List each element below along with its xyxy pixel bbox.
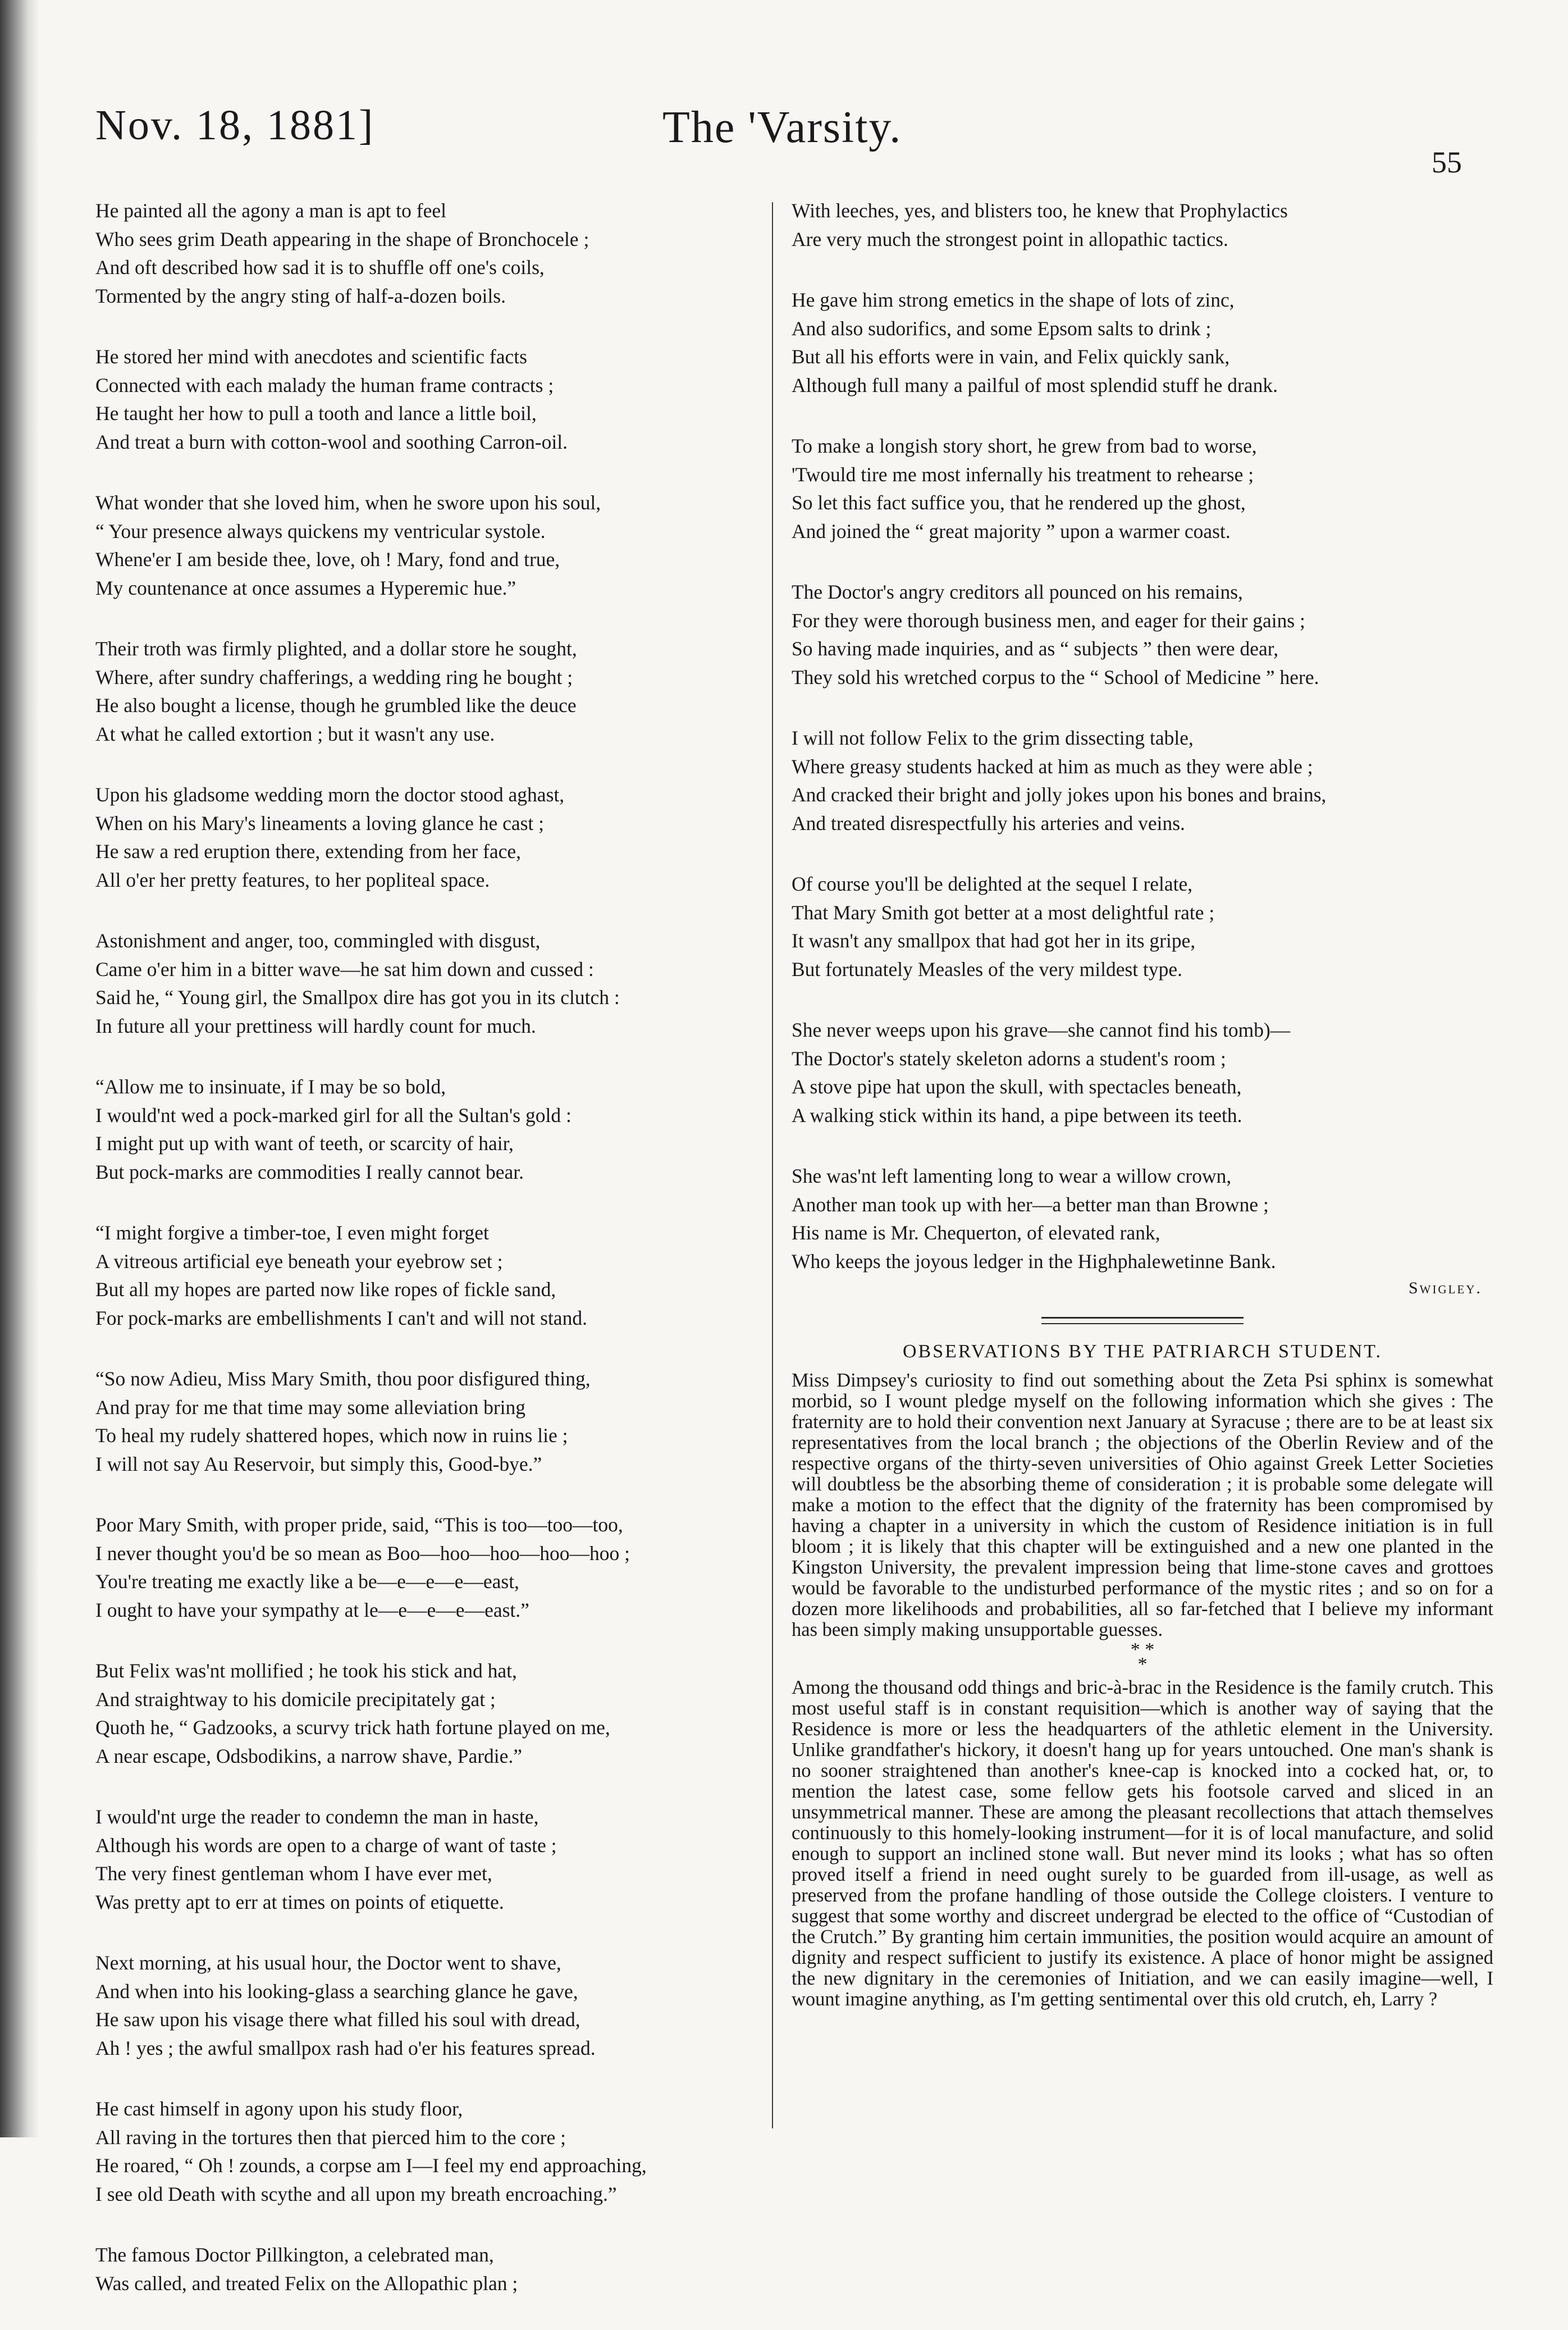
poem-stanza <box>95 2095 769 2208</box>
poem-line: The famous Doctor Pillkington, a celebrated man, <box>95 2244 494 2266</box>
poem-signature: Swigley. <box>1409 1279 1482 1297</box>
poem-line: The Doctor's stately skeleton adorns a student's room ; <box>792 1047 1226 1070</box>
poem-line: Astonishment and anger, too, commingled with disgust, <box>95 929 541 952</box>
poem-line: Ah ! yes ; the awful smallpox rash had o'er his features spread. <box>95 2036 596 2059</box>
poem-line: I never thought you'd be so mean as Boo—hoo—hoo—hoo—hoo ; <box>95 1542 630 1565</box>
poem-line: He roared, “ Oh ! zounds, a corpse am I—I feel my end approaching, <box>95 2154 647 2177</box>
poem-line: Quoth he, “ Gadzooks, a scurvy trick hath fortune played on me, <box>95 1716 610 1739</box>
poem-line: The very finest gentleman whom I have ever met, <box>95 1862 492 1885</box>
poem-line: Another man took up with her—a better man than Browne ; <box>792 1193 1269 1216</box>
poem-line: So having made inquiries, and as “ subjects ” then were dear, <box>792 637 1279 660</box>
poem-line: I ought to have your sympathy at le—e—e—e—east.” <box>95 1598 529 1621</box>
poem-line: But Felix was'nt mollified ; he took his stick and hat, <box>95 1659 517 1682</box>
poem-line: And treat a burn with cotton-wool and soothing Carron-oil. <box>95 430 568 453</box>
poem-line: For pock-marks are embellishments I can't and will not stand. <box>95 1306 587 1329</box>
column-divider <box>772 202 773 2128</box>
poem-stanza <box>792 724 1493 837</box>
poem-line: A vitreous artificial eye beneath your eyebrow set ; <box>95 1250 503 1273</box>
poem-line: What wonder that she loved him, when he swore upon his soul, <box>95 491 601 514</box>
poem-line: In future all your prettiness will hardly count for much. <box>95 1014 536 1037</box>
poem-line: And treated disrespectfully his arteries and veins. <box>792 811 1185 835</box>
poem-line: For they were thorough business men, and eager for their gains ; <box>792 609 1305 632</box>
section-divider-rule <box>1041 1317 1244 1324</box>
poem-stanza <box>792 1162 1493 1275</box>
poem-line: I will not say Au Reservoir, but simply this, Good-bye.” <box>95 1452 542 1475</box>
poem-line: They sold his wretched corpus to the “ School of Medicine ” here. <box>792 665 1319 688</box>
poem-line: To heal my rudely shattered hopes, which now in ruins lie ; <box>95 1424 568 1447</box>
poem-stanza <box>792 1016 1493 1129</box>
poem-line: Of course you'll be delighted at the sequel I relate, <box>792 873 1193 895</box>
poem-line: Next morning, at his usual hour, the Doctor went to shave, <box>95 1951 561 1974</box>
poem-line: And also sudorifics, and some Epsom salts to drink ; <box>792 317 1212 340</box>
poem-stanza <box>95 1365 769 1478</box>
poem-line: When on his Mary's lineaments a loving glance he cast ; <box>95 811 545 835</box>
poem-line: Who keeps the joyous ledger in the Highphalewetinne Bank. <box>792 1250 1276 1273</box>
right-column-poem <box>792 197 1493 1275</box>
poem-line: But all his efforts were in vain, and Felix quickly sank, <box>792 345 1230 368</box>
poem-stanza <box>95 635 769 748</box>
poem-line: All raving in the tortures then that pierced him to the core ; <box>95 2126 566 2149</box>
poem-line: “Allow me to insinuate, if I may be so bold, <box>95 1075 446 1098</box>
poem-line: A near escape, Odsbodikins, a narrow shave, Pardie.” <box>95 1744 523 1767</box>
poem-stanza <box>792 870 1493 983</box>
asterism-separator: * * * <box>1130 1639 1155 1675</box>
poem-stanza <box>792 432 1493 545</box>
left-column-poem <box>95 197 769 2330</box>
poem-line: Said he, “ Young girl, the Smallpox dire has got you in its clutch : <box>95 986 620 1009</box>
poem-line: Although his words are open to a charge of want of taste ; <box>95 1834 557 1857</box>
poem-stanza <box>95 1073 769 1186</box>
poem-line: So let this fact suffice you, that he rendered up the ghost, <box>792 491 1246 514</box>
poem-line: Their troth was firmly plighted, and a dollar store he sought, <box>95 637 577 660</box>
poem-stanza <box>95 927 769 1040</box>
poem-line: I see old Death with scythe and all upon my breath encroaching.” <box>95 2182 617 2205</box>
poem-line: I would'nt wed a pock-marked girl for all the Sultan's gold : <box>95 1104 572 1127</box>
poem-line: He saw a red eruption there, extending from her face, <box>95 840 521 863</box>
poem-line: But pock-marks are commodities I really cannot bear. <box>95 1160 524 1183</box>
poem-stanza <box>95 1511 769 1624</box>
poem-line: And joined the “ great majority ” upon a warmer coast. <box>792 519 1231 542</box>
poem-stanza <box>95 2241 769 2297</box>
poem-line: At what he called extortion ; but it wasn't any use. <box>95 722 495 745</box>
poem-line: He also bought a license, though he grumbled like the deuce <box>95 694 577 717</box>
poem-stanza <box>792 286 1493 399</box>
poem-line: Whene'er I am beside thee, love, oh ! Mary, fond and true, <box>95 548 560 571</box>
poem-stanza <box>95 781 769 894</box>
poem-line: Was pretty apt to err at times on points of etiquette. <box>95 1890 504 1913</box>
poem-line: All o'er her pretty features, to her popliteal space. <box>95 868 490 891</box>
poem-line: “I might forgive a timber-toe, I even might forget <box>95 1221 489 1244</box>
scan-binding-edge <box>0 0 39 2137</box>
poem-line: Although full many a pailful of most splendid stuff he drank. <box>792 373 1278 396</box>
poem-line: I would'nt urge the reader to condemn the man in haste, <box>95 1805 539 1828</box>
poem-line: It wasn't any smallpox that had got her in its gripe, <box>792 929 1196 952</box>
poem-line: A walking stick within its hand, a pipe between its teeth. <box>792 1104 1242 1127</box>
poem-line: With leeches, yes, and blisters too, he knew that Prophylactics <box>792 199 1288 222</box>
poem-line: Was called, and treated Felix on the Allopathic plan ; <box>95 2272 518 2295</box>
poem-line: Upon his gladsome wedding morn the doctor stood aghast, <box>95 783 565 806</box>
poem-line: He saw upon his visage there what filled his soul with dread, <box>95 2008 580 2031</box>
article-title: OBSERVATIONS BY THE PATRIARCH STUDENT. <box>902 1341 1383 1362</box>
poem-line: He cast himself in agony upon his study floor, <box>95 2098 463 2120</box>
poem-stanza <box>792 578 1493 691</box>
poem-stanza <box>95 197 769 310</box>
poem-line: And when into his looking-glass a searching glance he gave, <box>95 1980 578 2003</box>
poem-line: To make a longish story short, he grew from bad to worse, <box>792 435 1257 457</box>
poem-line: I might put up with want of teeth, or scarcity of hair, <box>95 1132 514 1155</box>
poem-line: He painted all the agony a man is apt to feel <box>95 199 446 222</box>
poem-line: That Mary Smith got better at a most delightful rate ; <box>792 901 1215 924</box>
page-number: 55 <box>1432 145 1462 179</box>
poem-line: Where, after sundry chafferings, a wedding ring he bought ; <box>95 665 573 688</box>
poem-line: He stored her mind with anecdotes and scientific facts <box>95 345 527 368</box>
poem-line: Connected with each malady the human frame contracts ; <box>95 373 554 396</box>
poem-stanza <box>95 343 769 456</box>
poem-line: 'Twould tire me most infernally his treatment to rehearse ; <box>792 463 1254 486</box>
poem-stanza <box>792 197 1493 253</box>
poem-line: My countenance at once assumes a Hyperemic hue.” <box>95 576 516 599</box>
poem-line: And oft described how sad it is to shuffle off one's coils, <box>95 256 545 279</box>
newspaper-page <box>84 95 1544 2295</box>
poem-stanza <box>95 1219 769 1332</box>
poem-line: And straightway to his domicile precipitately gat ; <box>95 1688 496 1711</box>
poem-line: Poor Mary Smith, with proper pride, said, “This is too—too—too, <box>95 1513 623 1536</box>
poem-line: His name is Mr. Chequerton, of elevated rank, <box>792 1221 1160 1244</box>
poem-stanza <box>95 1949 769 2062</box>
poem-line: But all my hopes are parted now like ropes of fickle sand, <box>95 1278 556 1301</box>
right-column <box>792 197 1493 2010</box>
article-paragraph: Miss Dimpsey's curiosity to find out something about the Zeta Psi sphinx is somewhat morbid, so I wount pledge myself on the following information which she gives : The fraternity are to hold their convention next January at Syracuse ; there are to be at least six representatives from the local branch ; the objections of the Oberlin Review and of the respective organs of the thirty-seven universities of Ohio against Greek Letter Societies will doubtless be the absorbing theme of consideration ; it is probable some delegate will make a motion to the effect that the dignity of the fraternity has been compromised by having a chapter in a university in which the custom of Residence initiation is in full bloom ; it is likely that this chapter will be extinguished and a new one planted in the Kingston University, the prevalent impression being that lime-stone caves and grottoes would be favorable to the undisturbed performance of the mystic rites ; and so on for a dozen more likelihoods and probabilities, all so far-fetched that I believe my informant has been simply making unsupportable guesses. <box>792 1370 1493 1640</box>
poem-line: Where greasy students hacked at him as much as they were able ; <box>792 755 1313 778</box>
poem-line: Tormented by the angry sting of half-a-dozen boils. <box>95 284 506 307</box>
article-paragraph: Among the thousand odd things and bric-à-brac in the Residence is the family crutch. This most useful staff is in constant requisition—which is another way of saying that the Residence is more or less the headquarters of the athletic element in the University. Unlike grandfather's hickory, it doesn't hang up for years untouched. One man's shank is no sooner straightened than another's knee-cap is knocked into a cocked hat, or, to mention the latest case, some fellow gets his footsole carved and sliced in an unsymmetrical manner. These are among the pleasant recollections that attach themselves continuously to this homely-looking instrument—for it is of local manufacture, and solid enough to support an inclined stone wall. But never mind its looks ; what has so often proved itself a friend in need ought surely to be guarded from ill-usage, as well as preserved from the profane handling of those outside the College cloisters. I venture to suggest that some worthy and discreet undergrad be elected to the office of “Custodian of the Crutch.” By granting him certain immunities, the position would acquire an amount of dignity and respect sufficient to justify its existence. A place of honor might be assigned the new dignitary in the ceremonies of Initiation, and we can easily imagine—well, I wount imagine anything, as I'm getting sentimental over this old crutch, eh, Larry ? <box>792 1677 1493 2010</box>
poem-stanza <box>95 489 769 602</box>
poem-line: She never weeps upon his grave—she cannot find his tomb)— <box>792 1019 1291 1041</box>
poem-line: He taught her how to pull a tooth and lance a little boil, <box>95 402 537 425</box>
poem-line: And pray for me that time may some alleviation bring <box>95 1396 526 1419</box>
poem-line: You're treating me exactly like a be—e—e—e—east, <box>95 1570 519 1593</box>
poem-line: “ Your presence always quickens my ventricular systole. <box>95 519 546 542</box>
poem-line: Who sees grim Death appearing in the shape of Bronchocele ; <box>95 227 589 250</box>
poem-stanza <box>95 1657 769 1770</box>
poem-line: But fortunately Measles of the very mildest type. <box>792 957 1183 981</box>
poem-line: Came o'er him in a bitter wave—he sat him down and cussed : <box>95 957 594 981</box>
issue-date: Nov. 18, 1881] <box>95 102 375 149</box>
poem-line: She was'nt left lamenting long to wear a willow crown, <box>792 1165 1232 1187</box>
poem-line: The Doctor's angry creditors all pounced on his remains, <box>792 581 1243 603</box>
page-header <box>84 95 1544 179</box>
poem-line: And cracked their bright and jolly jokes upon his bones and brains, <box>792 783 1327 806</box>
poem-line: Are very much the strongest point in allopathic tactics. <box>792 227 1228 250</box>
poem-line: He gave him strong emetics in the shape of lots of zinc, <box>792 289 1235 311</box>
poem-line: A stove pipe hat upon the skull, with spectacles beneath, <box>792 1075 1242 1098</box>
masthead-title: The 'Varsity. <box>662 103 902 152</box>
poem-line: I will not follow Felix to the grim dissecting table, <box>792 727 1194 749</box>
poem-stanza <box>95 1803 769 1916</box>
poem-line: “So now Adieu, Miss Mary Smith, thou poor disfigured thing, <box>95 1367 591 1390</box>
